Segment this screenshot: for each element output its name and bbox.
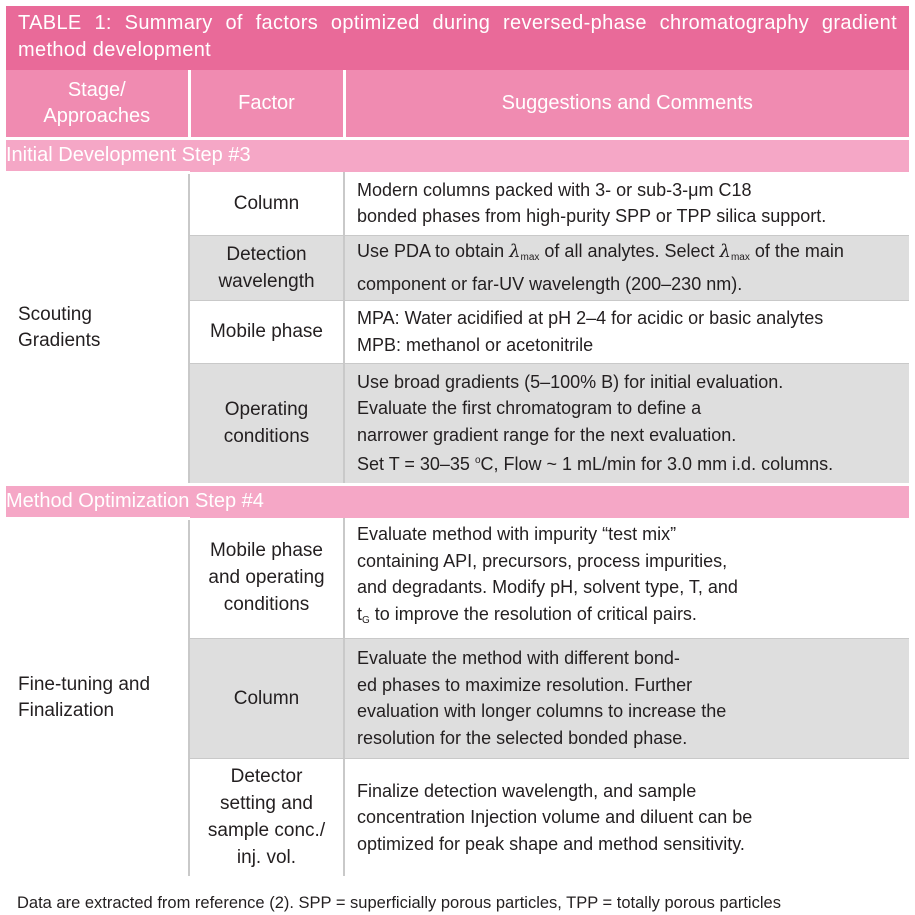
factor-line: Operating [224,399,309,420]
factor-line: conditions [223,426,310,447]
comment-text: of the main [749,240,844,261]
comment-text: Use PDA to obtain [357,240,510,261]
comment-line: Modern columns packed with 3- or sub-3-μm C18 [357,179,752,200]
comment-cell [344,300,909,363]
table-footnote: Data are extracted from reference (2). SPP = superficially porous particles, TPP = totally porous particles [17,894,781,912]
factor-line: Column [233,192,300,214]
header-stage-line1: Stage/ [67,79,126,102]
comment-line: bonded phases from high-purity SPP or TPP silica support. [357,206,827,227]
comment-cell [344,235,909,300]
comment-line: Evaluate the first chromatogram to define a [357,398,702,418]
factor-line: wavelength [218,270,315,292]
comment-cell [344,638,909,758]
factor-cell [189,758,344,876]
header-stage [6,70,189,138]
stage-cell-finetuning [6,518,189,876]
comment-line [357,601,901,635]
max-subscript: max [520,251,540,263]
lambda-symbol: λ [719,240,731,262]
stage-line2: Gradients [18,330,101,351]
header-row [6,70,909,138]
comment-line: containing API, precursors, process impurities, [357,550,728,571]
header-stage-line2: Approaches [43,105,151,128]
comment-text: to improve the resolution of critical pairs. [369,603,697,624]
factor-line: sample conc./ [207,820,326,842]
degree-superscript: o [474,455,481,466]
factor-line: setting and [220,793,313,815]
factor-line: Column [233,687,300,709]
comment-line: Evaluate method with impurity “test mix” [357,524,677,545]
factors-table [6,70,909,876]
factor-line: and operating [208,567,325,589]
comment-line: resolution for the selected bonded phase. [357,727,688,748]
factor-cell [189,172,344,235]
factor-line: Detector [230,766,303,788]
factor-cell [189,235,344,300]
comment-cell [344,172,909,235]
comment-line: MPB: methanol or acetonitrile [357,334,594,355]
comment-line: Finalize detection wavelength, and sample [357,780,697,801]
comment-line: Evaluate the method with different bond- [357,648,680,668]
stage-cell-scouting [6,172,189,484]
factor-line: conditions [223,594,310,616]
lambda-symbol: λ [509,240,521,262]
comment-text: t [357,603,363,624]
comment-line: MPA: Water acidified at pH 2–4 for acidic or basic analytes [357,308,824,328]
comment-line: and degradants. Modify pH, solvent type, T, and [357,577,738,598]
factor-line: Detection [226,243,307,265]
section-row-method-optimization [6,484,909,518]
factor-cell [189,518,344,638]
stage-line1: Scouting [18,304,92,325]
stage-line2: Finalization [18,699,115,721]
comment-line: optimized for peak shape and method sensitivity. [357,833,745,854]
comment-line: component or far-UV wavelength (200–230 nm). [357,274,743,294]
factor-cell [189,300,344,363]
comment-line: evaluation with longer columns to increase the [357,701,727,721]
comment-text: C, Flow ~ 1 mL/min for 3.0 mm i.d. columns. [480,454,834,474]
comment-line: ed phases to maximize resolution. Further [357,674,693,695]
comment-cell [344,518,909,638]
header-factor: Factor [189,70,344,138]
table-row [6,518,909,638]
comment-text: of all analytes. Select [539,240,720,261]
g-subscript: G [362,614,370,626]
comment-line: narrower gradient range for the next evaluation. [357,424,737,445]
comment-line: concentration Injection volume and diluent can be [357,807,753,827]
comment-cell [344,363,909,484]
factor-cell [189,638,344,758]
max-subscript: max [730,251,750,263]
stage-line1: Fine-tuning and [18,673,151,695]
table-title [6,6,909,70]
factor-cell [189,363,344,484]
section-label: Initial Development Step #3 [6,138,909,172]
comment-cell [344,758,909,876]
factor-line: inj. vol. [236,847,297,869]
factor-line: Mobile phase [209,540,324,562]
factor-line: Mobile phase [209,321,324,342]
header-comments: Suggestions and Comments [344,70,909,138]
comment-text: Set T = 30–35 [357,454,475,474]
comment-line: Use broad gradients (5–100% B) for initial evaluation. [357,371,784,392]
comment-line [357,238,901,272]
section-label: Method Optimization Step #4 [6,484,909,518]
section-row-initial-development [6,138,909,172]
table-row [6,172,909,235]
table-title-text: TABLE 1: Summary of factors optimized during reversed-phase chromatography gradient method development [18,12,897,61]
comment-line [357,448,901,478]
